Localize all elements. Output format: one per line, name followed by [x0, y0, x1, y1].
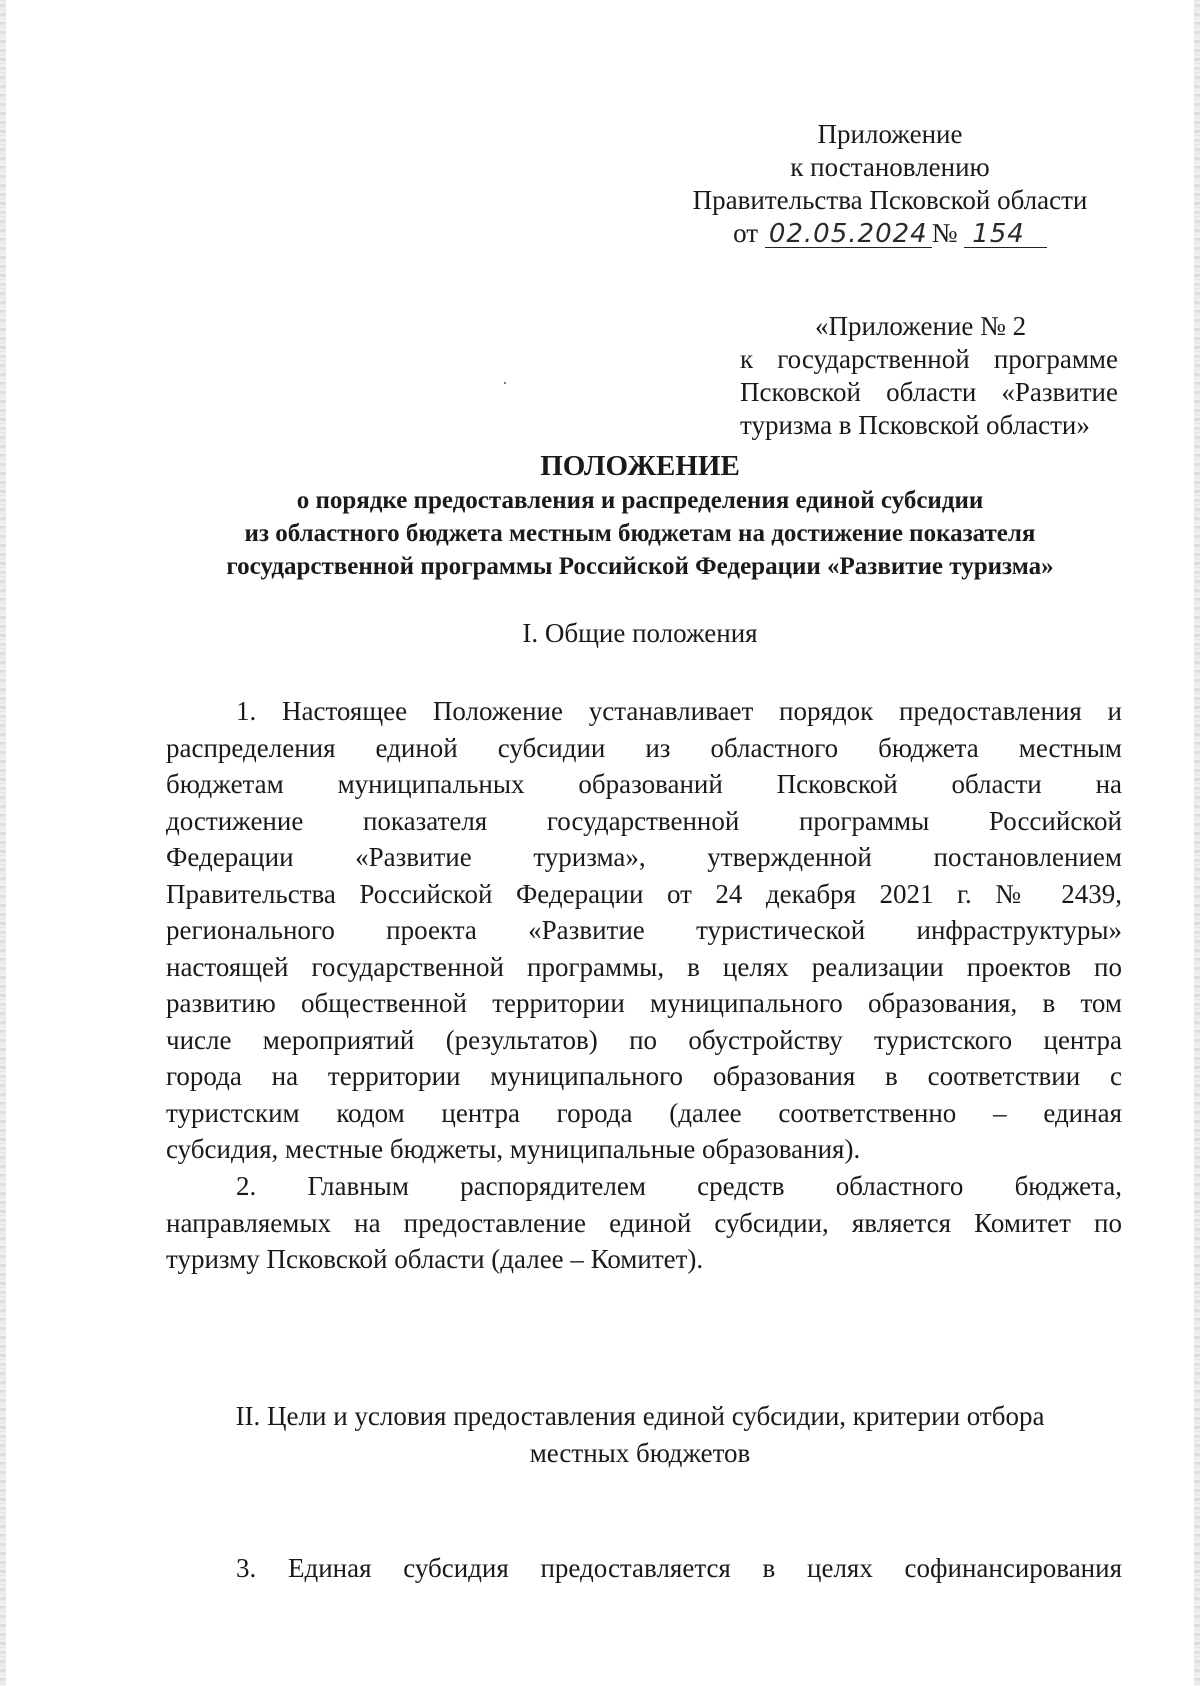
appendix-header — [670, 118, 1110, 250]
annex-line-1: «Приложение № 2 — [815, 311, 1027, 341]
section-1-heading — [130, 615, 1150, 652]
paragraph-2-line: туризму Псковской области (далее – Комитет). — [166, 1244, 704, 1274]
appendix-line-1: Приложение — [817, 119, 963, 149]
appendix-line-2: к постановлению — [790, 152, 990, 182]
annex-line-4: туризма в Псковской области» — [740, 410, 1090, 440]
section-1-heading-text: I. Общие положения — [522, 618, 758, 648]
section-2-heading-line-1: II. Цели и условия предоставления единой субсидии, критерии отбора — [235, 1401, 1045, 1431]
paragraph-1-line: Правительства Российской Федерации от 24 декабря 2021 г. № 2439, — [166, 878, 1122, 909]
paragraph-2 — [166, 1168, 1122, 1278]
paragraph-1-line: настоящей государственной программы, в целях реализации проектов по — [166, 951, 1122, 982]
paragraph-1-line: города на территории муниципального образования в соответствии с — [166, 1061, 1122, 1091]
paragraph-1-line: туристским кодом центра города (далее соответственно – единая — [166, 1097, 1122, 1128]
paragraph-2-line: 2. Главным распорядителем средств областного бюджета, — [236, 1171, 1122, 1201]
annex-line-2: к государственной программе — [740, 344, 1118, 374]
scan-edge-left — [0, 0, 6, 1686]
handwritten-date: 02.05.2024 — [765, 221, 932, 248]
paragraph-1-line: регионального проекта «Развитие туристической инфраструктуры» — [166, 915, 1122, 945]
document-title — [130, 448, 1150, 583]
title-main: ПОЛОЖЕНИЕ — [540, 450, 740, 482]
scan-dot — [504, 382, 506, 384]
paragraph-3-line: 3. Единая субсидия предоставляется в целях софинансирования — [236, 1553, 1122, 1583]
date-prefix: от — [733, 218, 759, 248]
section-2-heading — [130, 1398, 1150, 1472]
paragraph-3 — [166, 1550, 1122, 1587]
title-sub-2: из областного бюджета местным бюджетам на достижение показателя — [244, 520, 1036, 547]
paragraph-1-line: 1. Настоящее Положение устанавливает порядок предоставления и — [236, 696, 1122, 726]
scan-edge-right — [1194, 0, 1200, 1686]
annex-line-3: Псковской области «Развитие — [740, 377, 1118, 407]
paragraph-1-line: развитию общественной территории муниципального образования, в том — [166, 988, 1122, 1018]
handwritten-number: 154 — [964, 221, 1047, 248]
paragraph-1-line: бюджетам муниципальных образований Псковской области на — [166, 769, 1122, 799]
appendix-line-3: Правительства Псковской области — [692, 185, 1088, 215]
title-sub-1: о порядке предоставления и распределения единой субсидии — [296, 487, 984, 514]
paragraph-1-line: Федерации «Развитие туризма», утвержденной постановлением — [166, 842, 1122, 872]
paragraph-1-line: субсидия, местные бюджеты, муниципальные образования). — [166, 1134, 861, 1164]
appendix-date-line — [670, 217, 1110, 250]
paragraph-1 — [166, 693, 1122, 1168]
paragraph-1-line: числе мероприятий (результатов) по обустройству туристского центра — [166, 1024, 1122, 1055]
paragraph-2-line: направляемых на предоставление единой субсидии, является Комитет по — [166, 1207, 1122, 1238]
section-2-heading-line-2: местных бюджетов — [529, 1438, 751, 1468]
title-sub-3: государственной программы Российской Федерации «Развитие туризма» — [226, 553, 1054, 580]
annex-reference — [740, 310, 1120, 442]
paragraph-1-line: достижение показателя государственной программы Российской — [166, 805, 1122, 836]
paragraph-1-line: распределения единой субсидии из областного бюджета местным — [166, 732, 1122, 763]
number-sign: № — [931, 218, 958, 248]
